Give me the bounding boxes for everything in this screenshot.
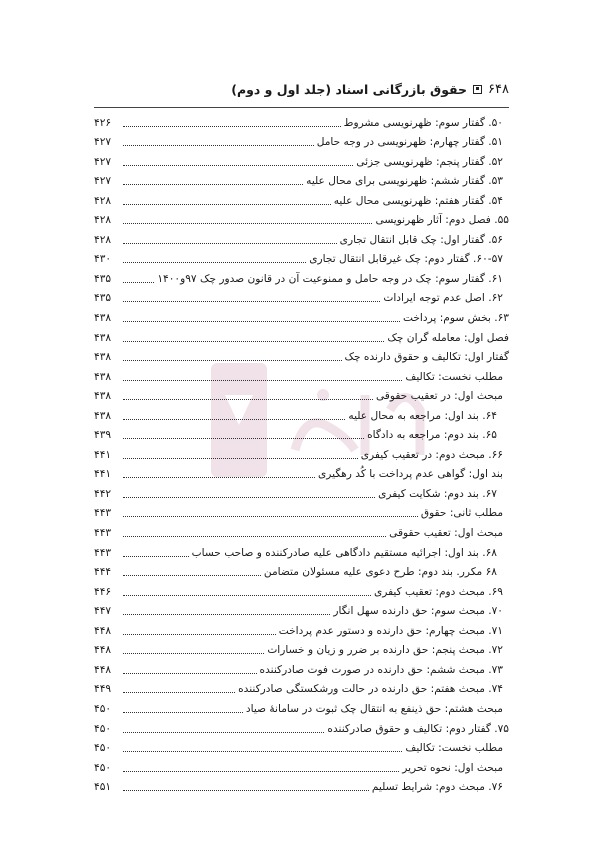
toc-leader-dots [123,574,261,576]
toc-entry [94,777,509,797]
toc-entry [94,620,509,640]
book-title: حقوق بازرگانی اسناد (جلد اول و دوم) [231,81,468,97]
toc-leader-dots [123,770,399,772]
toc-leader-dots [123,222,372,224]
toc-leader-dots [123,476,315,478]
toc-leader-dots [123,613,330,615]
toc-entry-page: ۴۵۰ [94,761,112,774]
header-divider [94,107,509,108]
toc-entry [94,151,509,171]
toc-entry [94,190,509,210]
toc-entry-title: مطلب نخست: تکالیف [405,742,503,755]
toc-entry-page: ۴۳۵ [94,272,112,285]
toc-leader-dots [123,418,345,420]
toc-entry [94,757,509,777]
toc-entry-title: ۶۴. بند اول: مراجعه به محال علیه [348,409,497,422]
toc-leader-dots [123,320,400,322]
toc-entry [94,698,509,718]
toc-entry-page: ۴۴۶ [94,585,112,598]
toc-entry-title: مبحث هشتم: حق ذینفع به انتقال چک ثبوت در سامانهٔ صیاد [245,702,503,715]
toc-entry-title: مبحث اول: نحوه تحریر [402,761,503,774]
toc-entry [94,112,509,132]
toc-entry-page: ۴۳۹ [94,429,112,442]
toc-leader-dots [123,242,337,244]
toc-leader-dots [123,203,331,205]
toc-leader-dots [123,398,373,400]
toc-entry [94,366,509,386]
toc-entry [94,210,509,230]
toc-entry-page: ۴۵۰ [94,702,112,715]
toc-entry-title: مبحث اول: در تعقیب حقوقی [375,390,503,403]
toc-entry-page: ۴۳۸ [94,351,112,364]
toc-leader-dots [123,496,375,498]
toc-entry-title: فصل اول: معامله گران چک [387,331,509,344]
toc-entry [94,562,509,582]
square-ornament-icon [473,85,482,94]
toc-leader-dots [123,164,353,166]
toc-entry-page: ۴۴۸ [94,644,112,657]
toc-entry-title: مطلب ثانی: حقوق [420,507,503,520]
toc-entry [94,307,509,327]
toc-entry-page: ۴۲۷ [94,136,112,149]
toc-entry-title: ۵۶. گفتار اول: چک قابل انتقال تجاری [339,233,503,246]
toc-entry-title: ۵۲. گفتار پنجم: ظهرنویسی جزئی [356,155,503,168]
toc-entry-title: ۶۸. بند اول: اجرائیه مستقیم دادگاهی علیه صادرکننده و صاحب حساب [191,546,497,559]
toc-entry-title: ۷۵. گفتار دوم: تکالیف و حقوق صادرکننده [327,722,509,735]
toc-entry-page: ۴۴۱ [94,448,112,461]
toc-leader-dots [123,535,386,537]
toc-entry [94,171,509,191]
toc-entry-page: ۴۴۸ [94,663,112,676]
toc-entry-page: ۴۲۸ [94,233,112,246]
toc-leader-dots [123,457,358,459]
toc-entry-page: ۴۳۵ [94,292,112,305]
toc-entry-page: ۴۳۸ [94,331,112,344]
toc-entry-title: ۶۶. مبحث دوم: در تعقیب کیفری [360,448,503,461]
toc-entry-title: ۷۲. مبحث پنجم: حق دارنده بر ضرر و زیان و خسارات [267,644,503,657]
toc-entry-title: ۷۱. مبحث چهارم: حق دارنده و دستور عدم پرداخت [278,624,503,637]
toc-entry-page: ۴۳۸ [94,390,112,403]
toc-entry-page: ۴۳۸ [94,409,112,422]
toc-entry [94,522,509,542]
toc-entry-title: ۶۹. مبحث دوم: تعقیب کیفری [373,585,503,598]
toc-entry-title: ۶۲. اصل عدم توجه ایرادات [383,292,503,305]
toc-entry [94,249,509,269]
toc-entry-title: بند اول: گواهی عدم پرداخت با کُد رهگیری [318,468,503,481]
toc-entry-title: مطلب نخست: تکالیف [405,370,503,383]
toc-leader-dots [123,340,384,342]
toc-entry-title: ۷۰. مبحث سوم: حق دارنده سهل انگار [333,605,503,618]
toc-entry-title: ۷۶. مبحث دوم: شرایط تسلیم [371,781,503,794]
toc-entry [94,464,509,484]
toc-entry-page: ۴۲۷ [94,175,112,188]
toc-entry-page: ۴۳۰ [94,253,112,266]
toc-entry [94,542,509,562]
toc-leader-dots [123,633,276,635]
toc-entry-title: ۶۵. بند دوم: مراجعه به دادگاه [367,429,497,442]
toc-entry [94,268,509,288]
toc-entry-title: ۶۳. بخش سوم: پرداخت [402,312,509,325]
toc-entry-title: ۶۷. بند دوم: شکایت کیفری [378,487,497,500]
toc-entry-page: ۴۲۸ [94,194,112,207]
toc-entry-page: ۴۵۰ [94,722,112,735]
toc-entry [94,581,509,601]
toc-leader-dots [123,731,324,733]
toc-entry-title: مبحث اول: تعقیب حقوقی [389,527,503,540]
toc-entry-page: ۴۵۱ [94,781,112,794]
toc-leader-dots [123,359,342,361]
page-number: ۶۴۸ [488,81,509,97]
toc-entry [94,444,509,464]
toc-entry [94,229,509,249]
toc-leader-dots [123,144,314,146]
toc-entry-title: ۶۱. گفتار سوم: چک در وجه حامل و ممنوعیت آن در قانون صدور چک ۹۷و۱۴۰۰ [157,272,503,285]
toc-entry-title: ۵۳. گفتار ششم: ظهرنویسی برای محال علیه [306,175,503,188]
toc-entry [94,386,509,406]
toc-entry-page: ۴۴۱ [94,468,112,481]
toc-entry-title: ۵۰. گفتار سوم: ظهرنویسی مشروط [343,116,503,129]
toc-leader-dots [123,183,303,185]
toc-entry-title: ۵۱. گفتار چهارم: ظهرنویسی در وجه حامل [316,136,503,149]
toc-entry-title: ۶۰-۵۷. گفتار دوم: چک غیرقابل انتقال تجاری [309,253,503,266]
toc-leader-dots [123,261,306,263]
toc-entry [94,679,509,699]
toc-entry-page: ۴۴۹ [94,683,112,696]
toc-entry [94,503,509,523]
toc-leader-dots [123,281,154,283]
toc-entry-page: ۴۴۷ [94,605,112,618]
toc-leader-dots [123,300,380,302]
toc-entry [94,483,509,503]
toc-leader-dots [123,691,235,693]
toc-entry-title: ۷۴. مبحث هفتم: حق دارنده در حالت ورشکستگی صادرکننده [238,683,503,696]
toc-leader-dots [123,750,402,752]
toc-entry-page: ۴۳۸ [94,370,112,383]
toc-entry [94,659,509,679]
toc-entry [94,405,509,425]
toc-entry-page: ۴۴۳ [94,527,112,540]
toc-leader-dots [123,672,257,674]
toc-leader-dots [123,652,264,654]
page-header [94,79,509,99]
toc-entry [94,640,509,660]
toc-leader-dots [123,555,189,557]
toc-entry-title: ۵۵. فصل دوم: آثار ظهرنویسی [375,214,509,227]
toc-entry [94,347,509,367]
toc-entry [94,601,509,621]
toc-leader-dots [123,379,402,381]
toc-entry [94,718,509,738]
toc-leader-dots [123,515,418,517]
toc-entry-page: ۴۴۸ [94,624,112,637]
toc-leader-dots [123,437,364,439]
toc-leader-dots [123,594,371,596]
toc-entry-page: ۴۲۸ [94,214,112,227]
toc-entry-title: ۷۳. مبحث ششم: حق دارنده در صورت فوت صادرکننده [259,663,503,676]
toc-entry-page: ۴۲۶ [94,116,112,129]
toc-leader-dots [123,125,341,127]
toc-entry [94,288,509,308]
toc-entry-title: گفتار اول: تکالیف و حقوق دارنده چک [344,351,509,364]
toc-entry [94,327,509,347]
table-of-contents [94,112,509,796]
toc-leader-dots [123,711,243,713]
toc-leader-dots [123,789,369,791]
toc-entry-title: ۵۴. گفتار هفتم: ظهرنویسی محال علیه [333,194,503,207]
toc-entry-page: ۴۴۲ [94,487,112,500]
toc-entry-page: ۴۲۷ [94,155,112,168]
toc-entry-page: ۴۴۳ [94,507,112,520]
toc-entry-page: ۴۵۰ [94,742,112,755]
toc-entry-page: ۴۳۸ [94,312,112,325]
toc-entry [94,738,509,758]
toc-entry-page: ۴۴۳ [94,546,112,559]
toc-entry-page: ۴۴۴ [94,566,112,579]
toc-entry [94,132,509,152]
toc-entry-title: ۶۸ مکرر. بند دوم: طرح دعوی علیه مسئولان متضامن [263,566,497,579]
toc-entry [94,425,509,445]
